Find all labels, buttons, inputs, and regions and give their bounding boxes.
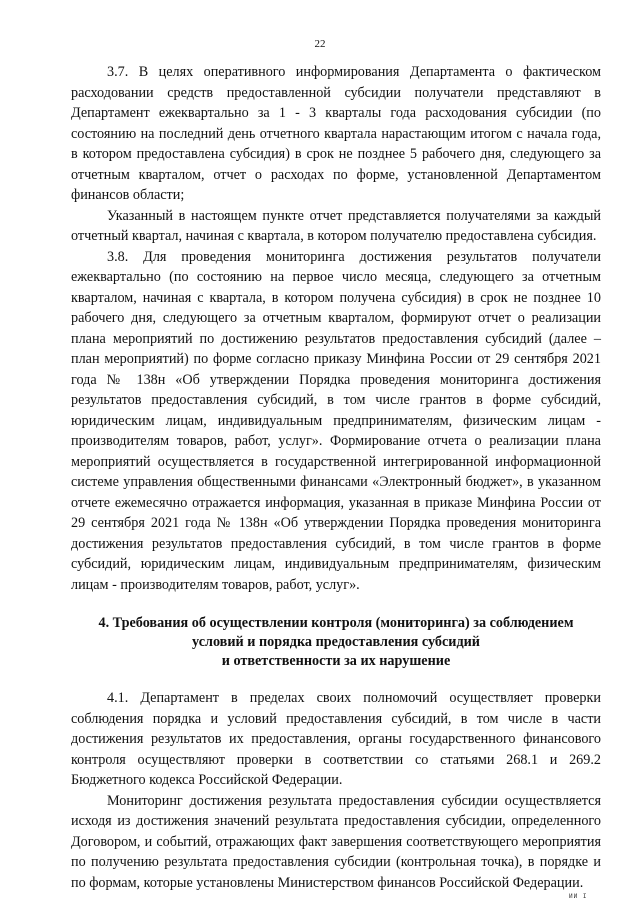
document-body — [71, 62, 601, 893]
paragraph-4-1: 4.1. Департамент в пределах своих полномочий осуществляет проверки соблюдения порядка и условий предоставления субсидий, в том числе в части достижения результатов их предоставления, органы государственного финансового контроля осуществляют проверки в соответствии со статьями 268.1 и 269.2 Бюджетного кодекса Российской Федерации. — [71, 690, 601, 788]
paragraph-3-8: 3.8. Для проведения мониторинга достижения результатов получатели ежеквартально (по состоянию на первое число месяца, следующего за отчетным кварталом, начиная с квартала, в котором получена субсидия) в срок не позднее 10 рабочего дня, следующего за отчетным кварталом, формируют отчет о реализации плана мероприятий по достижению результатов предоставления субсидий (далее – план мероприятий) по форме согласно приказу Минфина России от 29 сентября 2021 года № 138н «Об утверждении Порядка проведения мониторинга достижения результатов предоставления субсидий, в том числе грантов в форме субсидий, юридическим лицам, индивидуальным предпринимателям, физическим лицам - производителям товаров, работ, услуг». Формирование отчета о реализации плана мероприятий осуществляется в государственной интегрированной информационной системе управления общественными финансами «Электронный бюджет», в указанном отчете ежемесячно отражается информация, указанная в приказе Минфина России от 29 сентября 2021 года № 138н «Об утверждении Порядка проведения мониторинга достижения результатов предоставления субсидий, в том числе грантов в форме субсидий, юридическим лицам, индивидуальным предпринимателям, физическим лицам - производителям товаров, работ, услуг». — [71, 248, 601, 593]
paragraph-4-1-monitoring: Мониторинг достижения результата предоставления субсидии осуществляется исходя из достижения значений результата предоставления субсидии, определенного Договором, и событий, отражающих факт завершения соответствующего мероприятия по получению результата предоставления субсидии (контрольная точка), в порядке и по формам, которые установлены Министерством финансов Российской Федерации. — [71, 792, 601, 891]
footer-mark: ИИ I — [569, 893, 588, 900]
paragraph-3-7: 3.7. В целях оперативного информирования Департамента о фактическом расходовании средств предоставленной субсидии получатели представляют в Департамент ежеквартально за 1 - 3 кварталы года расходования субсидии (по состоянию на последний день отчетного квартала нарастающим итогом с начала года, в котором предоставлена субсидия) в срок не позднее 5 рабочего дня, следующего за отчетным кварталом, отчет о расходах по форме, установленной Департаментом финансов области; — [71, 64, 601, 203]
paragraph-3-7-report-note: Указанный в настоящем пункте отчет представляется получателями за каждый отчетный квартал, начиная с квартала, в котором получателю предоставлена субсидия. — [71, 207, 601, 244]
section-4-heading-line-1: 4. Требования об осуществлении контроля (мониторинга) за соблюдением — [98, 615, 574, 631]
section-4-heading-line-3: и ответственности за их нарушение — [221, 653, 451, 669]
section-4-heading-line-2: условий и порядка предоставления субсидий — [192, 634, 480, 650]
section-4-heading — [71, 614, 601, 671]
page-number: 22 — [314, 38, 326, 50]
